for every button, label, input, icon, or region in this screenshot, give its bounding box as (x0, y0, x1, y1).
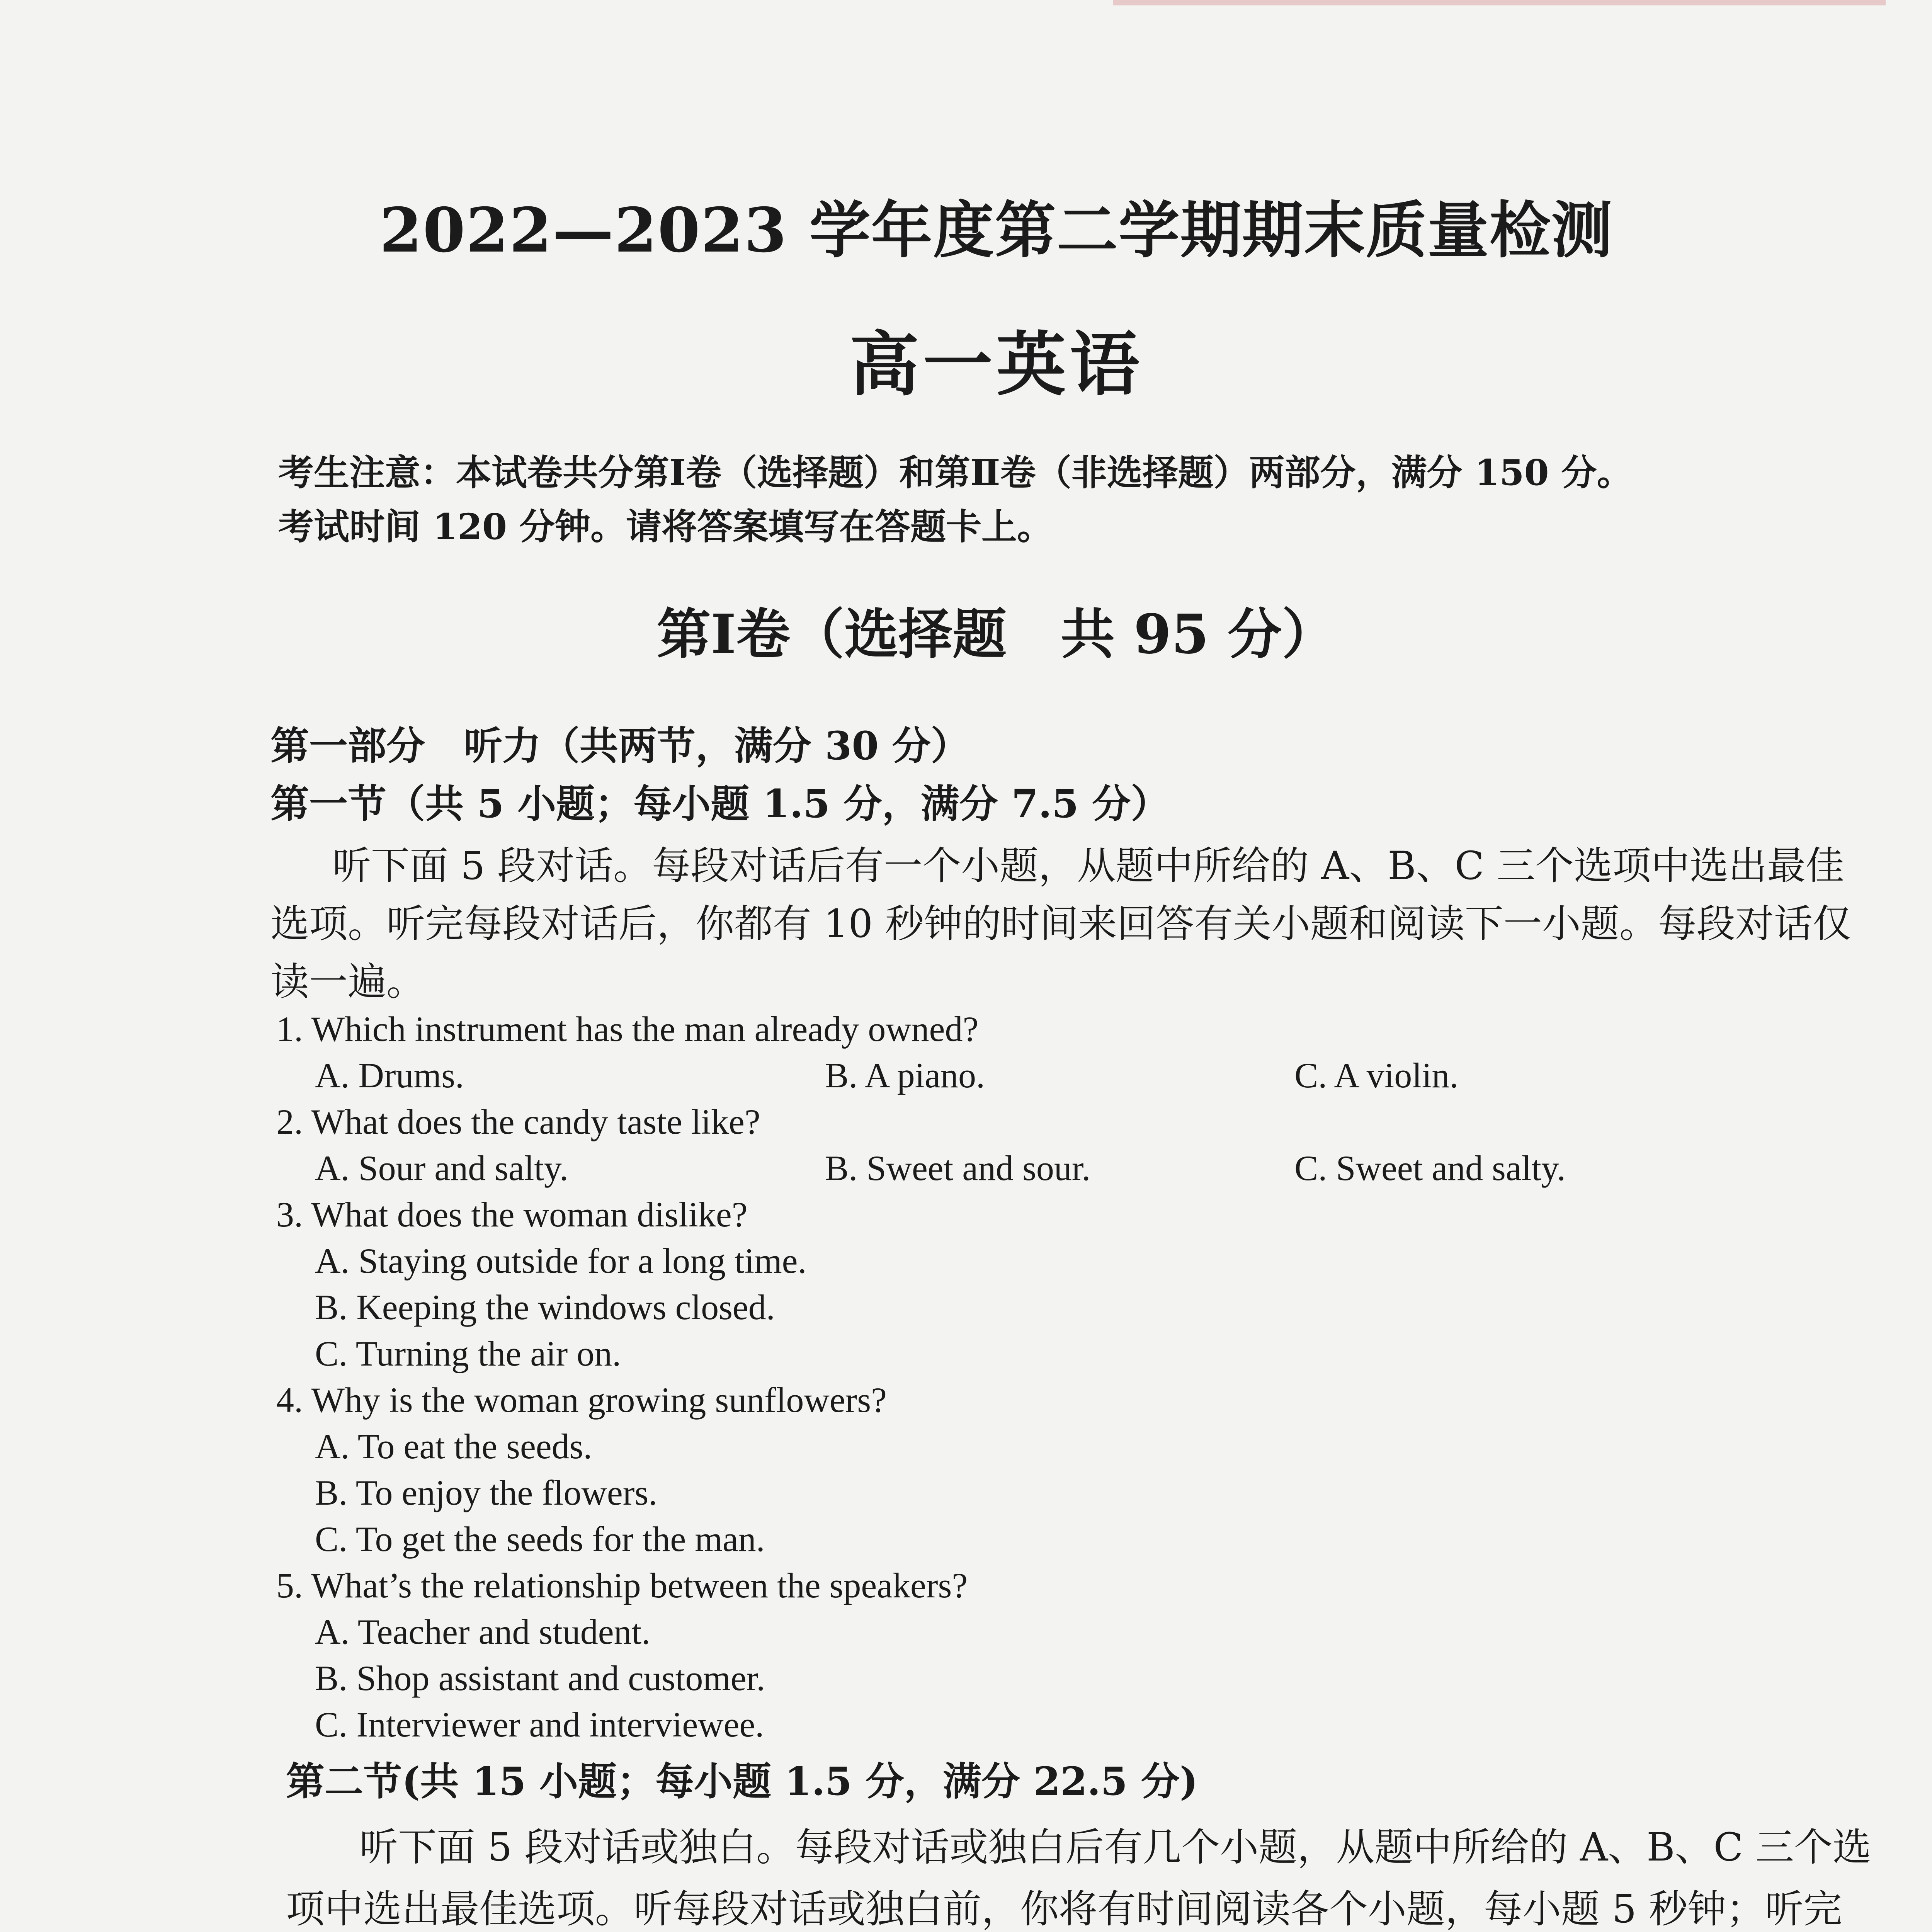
volume-heading: 第Ⅰ卷（选择题 共 95 分） (656, 603, 1336, 666)
notice-line-2: 考试时间 120 分钟。请将答案填写在答题卡上。 (278, 506, 1053, 548)
question-stem: 1. Which instrument has the man already owned? (276, 1009, 979, 1049)
section2-instruction-2: 项中选出最佳选项。听每段对话或独白前，你将有时间阅读各个小题，每小题 5 秒钟；听完 (286, 1886, 1842, 1932)
question-stem: 4. Why is the woman growing sunflowers? (276, 1380, 887, 1420)
section1-instruction-2: 选项。听完每段对话后，你都有 10 秒钟的时间来回答有关小题和阅读下一小题。每段对话仅 (270, 901, 1851, 946)
question-option: A. To eat the seeds. (315, 1427, 592, 1466)
question-option: B. Keeping the windows closed. (315, 1287, 775, 1327)
section1-instruction-3: 读一遍。 (270, 959, 425, 1004)
question-option: B. Shop assistant and customer. (315, 1658, 765, 1698)
question-option: A. Teacher and student. (315, 1612, 651, 1651)
question-option: B. To enjoy the flowers. (315, 1473, 658, 1512)
notice-line-1: 考生注意：本试卷共分第Ⅰ卷（选择题）和第Ⅱ卷（非选择题）两部分，满分 150 分。 (278, 452, 1633, 493)
section1-heading: 第一节（共 5 小题；每小题 1.5 分，满分 7.5 分） (270, 781, 1170, 827)
scan-edge-mark (1113, 0, 1886, 5)
exam-subject: 高一英语 (849, 324, 1143, 405)
question-stem: 5. What’s the relationship between the speakers? (276, 1566, 968, 1605)
section2-heading: 第二节(共 15 小题；每小题 1.5 分，满分 22.5 分) (286, 1759, 1198, 1804)
question-option: C. To get the seeds for the man. (315, 1519, 765, 1559)
part1-heading: 第一部分 听力（共两节，满分 30 分） (270, 723, 969, 769)
exam-title: 2022—2023 学年度第二学期期末质量检测 (379, 195, 1613, 266)
question-option: A. Drums. (315, 1056, 464, 1095)
question-option: A. Staying outside for a long time. (315, 1241, 807, 1281)
question-option: B. Sweet and sour. (825, 1148, 1091, 1188)
section2-instruction-1: 听下面 5 段对话或独白。每段对话或独白后有几个小题，从题中所给的 A、B、C 三个选 (359, 1825, 1871, 1870)
question-option: C. A violin. (1294, 1056, 1459, 1095)
question-stem: 2. What does the candy taste like? (276, 1102, 760, 1141)
question-option: C. Sweet and salty. (1294, 1148, 1566, 1188)
question-option: C. Interviewer and interviewee. (315, 1705, 764, 1744)
question-option: B. A piano. (825, 1056, 985, 1095)
question-option: A. Sour and salty. (315, 1148, 568, 1188)
section1-instruction-1: 听下面 5 段对话。每段对话后有一个小题，从题中所给的 A、B、C 三个选项中选出最佳 (332, 843, 1844, 888)
question-option: C. Turning the air on. (315, 1334, 621, 1373)
question-stem: 3. What does the woman dislike? (276, 1195, 748, 1234)
